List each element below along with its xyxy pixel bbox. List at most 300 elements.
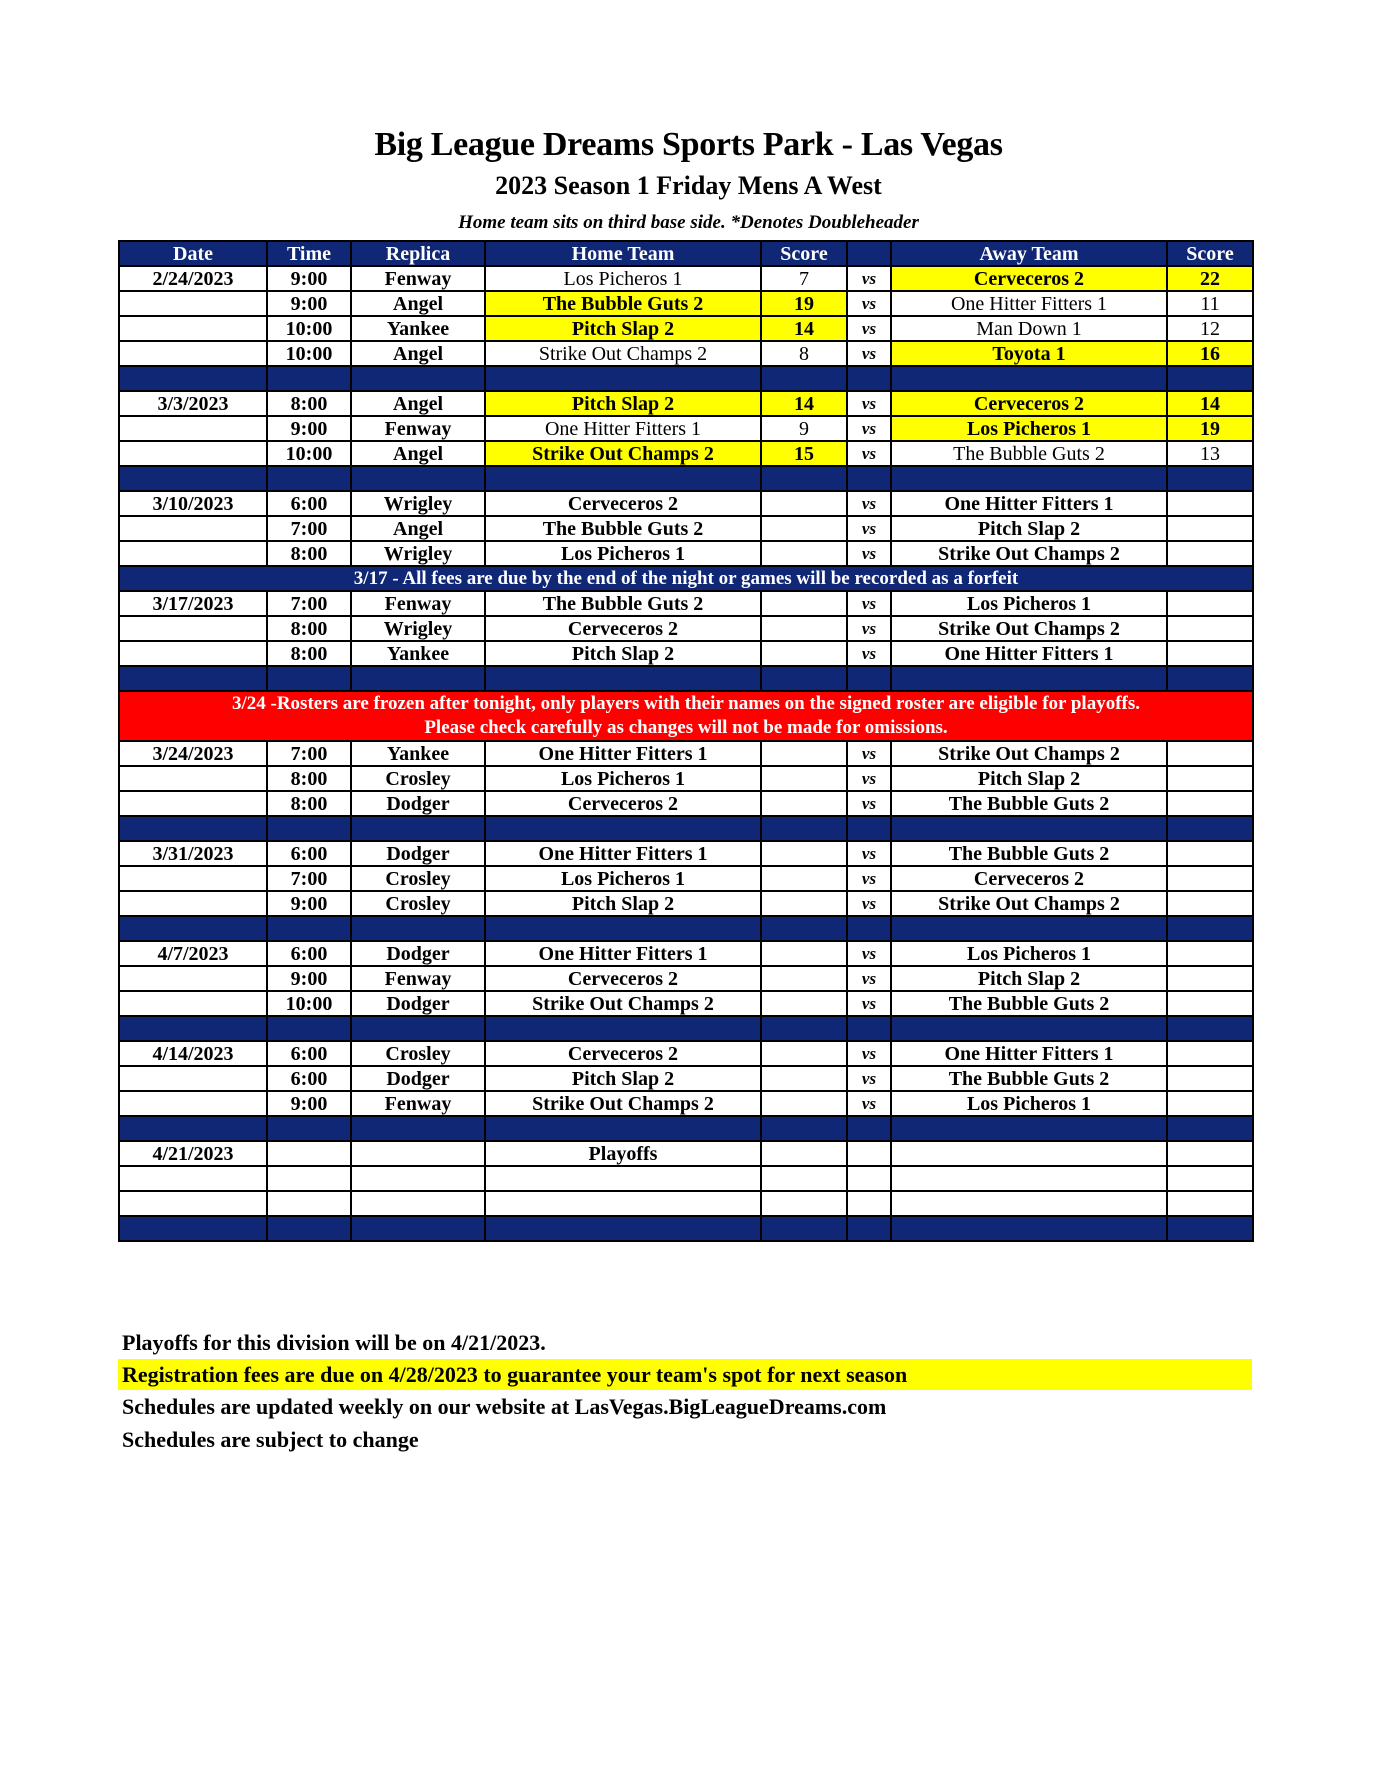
separator-cell	[761, 466, 847, 491]
separator-cell	[847, 666, 891, 691]
away-score	[1167, 1166, 1253, 1191]
home-score	[761, 1141, 847, 1166]
home-score	[761, 1091, 847, 1116]
separator-cell	[891, 1116, 1167, 1141]
game-time: 8:00	[267, 641, 351, 666]
replica-field: Yankee	[351, 316, 485, 341]
home-team: Los Picheros 1	[485, 766, 761, 791]
game-row	[119, 591, 1253, 616]
game-date	[119, 541, 267, 566]
separator-cell	[761, 916, 847, 941]
game-time: 10:00	[267, 316, 351, 341]
home-score	[761, 891, 847, 916]
game-date	[119, 991, 267, 1016]
home-team: The Bubble Guts 2	[485, 291, 761, 316]
versus-label: vs	[847, 541, 891, 566]
home-score	[761, 1041, 847, 1066]
game-row	[119, 441, 1253, 466]
replica-field: Angel	[351, 441, 485, 466]
schedule-change-note: Schedules are subject to change	[122, 1427, 419, 1452]
away-team: Toyota 1	[891, 341, 1167, 366]
home-team: Strike Out Champs 2	[485, 341, 761, 366]
replica-field: Crosley	[351, 1041, 485, 1066]
away-team: Cerveceros 2	[891, 391, 1167, 416]
game-time: 9:00	[267, 291, 351, 316]
game-time	[267, 1166, 351, 1191]
game-time: 6:00	[267, 491, 351, 516]
home-team: Strike Out Champs 2	[485, 1091, 761, 1116]
separator-cell	[891, 466, 1167, 491]
roster-alert-line2: Please check carefully as changes will not be made for omissions.	[424, 717, 948, 738]
alert-row	[119, 691, 1253, 741]
game-row	[119, 416, 1253, 441]
game-time	[267, 1191, 351, 1216]
separator-cell	[761, 1016, 847, 1041]
game-row	[119, 341, 1253, 366]
separator-cell	[847, 366, 891, 391]
game-row	[119, 741, 1253, 766]
away-team: The Bubble Guts 2	[891, 791, 1167, 816]
game-time: 6:00	[267, 1066, 351, 1091]
page-subtitle: 2023 Season 1 Friday Mens A West	[495, 171, 882, 200]
separator-cell	[485, 816, 761, 841]
roster-alert	[119, 691, 1253, 741]
playoffs-date-note: Playoffs for this division will be on 4/21/2023.	[122, 1330, 546, 1355]
column-header-away-team: Away Team	[891, 241, 1167, 266]
separator-cell	[847, 1116, 891, 1141]
separator-cell	[119, 1116, 267, 1141]
away-score	[1167, 1041, 1253, 1066]
away-team: Pitch Slap 2	[891, 966, 1167, 991]
game-date: 3/24/2023	[119, 741, 267, 766]
home-team: Pitch Slap 2	[485, 1066, 761, 1091]
separator-cell	[485, 1116, 761, 1141]
game-time: 6:00	[267, 941, 351, 966]
away-team: One Hitter Fitters 1	[891, 291, 1167, 316]
versus-label: vs	[847, 441, 891, 466]
away-score	[1167, 891, 1253, 916]
versus-label: vs	[847, 991, 891, 1016]
column-header-vs	[847, 241, 891, 266]
separator-cell	[847, 1016, 891, 1041]
registration-fee-note: Registration fees are due on 4/28/2023 to guarantee your team's spot for next season	[118, 1359, 1252, 1390]
away-score: 14	[1167, 391, 1253, 416]
replica-field	[351, 1191, 485, 1216]
home-score	[761, 766, 847, 791]
game-row	[119, 891, 1253, 916]
game-time: 9:00	[267, 416, 351, 441]
home-team: Pitch Slap 2	[485, 391, 761, 416]
home-score: 19	[761, 291, 847, 316]
game-date	[119, 641, 267, 666]
away-team: Strike Out Champs 2	[891, 616, 1167, 641]
versus-label: vs	[847, 966, 891, 991]
replica-field: Fenway	[351, 966, 485, 991]
away-score: 19	[1167, 416, 1253, 441]
separator-cell	[119, 666, 267, 691]
away-score	[1167, 866, 1253, 891]
game-date	[119, 441, 267, 466]
away-team: Pitch Slap 2	[891, 766, 1167, 791]
versus-label: vs	[847, 1066, 891, 1091]
separator-cell	[351, 666, 485, 691]
replica-field	[351, 1141, 485, 1166]
separator-cell	[351, 366, 485, 391]
home-score	[761, 841, 847, 866]
column-header-away-score: Score	[1167, 241, 1253, 266]
away-team	[891, 1166, 1167, 1191]
versus-label: vs	[847, 291, 891, 316]
versus-label: vs	[847, 416, 891, 441]
game-time: 7:00	[267, 516, 351, 541]
separator-cell	[119, 366, 267, 391]
away-team: The Bubble Guts 2	[891, 991, 1167, 1016]
home-team: One Hitter Fitters 1	[485, 941, 761, 966]
replica-field: Dodger	[351, 1066, 485, 1091]
separator-row	[119, 366, 1253, 391]
separator-cell	[267, 916, 351, 941]
replica-field: Wrigley	[351, 616, 485, 641]
home-team: Cerveceros 2	[485, 1041, 761, 1066]
versus-label	[847, 1141, 891, 1166]
home-team: Strike Out Champs 2	[485, 991, 761, 1016]
game-date	[119, 1091, 267, 1116]
home-score	[761, 491, 847, 516]
separator-cell	[267, 1116, 351, 1141]
column-header-date: Date	[119, 241, 267, 266]
game-time: 9:00	[267, 966, 351, 991]
game-row	[119, 616, 1253, 641]
game-time: 10:00	[267, 441, 351, 466]
separator-cell	[351, 816, 485, 841]
game-time: 8:00	[267, 391, 351, 416]
separator-cell	[847, 816, 891, 841]
separator-cell	[761, 1116, 847, 1141]
separator-cell	[761, 666, 847, 691]
away-score	[1167, 991, 1253, 1016]
away-team	[891, 1191, 1167, 1216]
game-row	[119, 766, 1253, 791]
game-row	[119, 866, 1253, 891]
home-team: Cerveceros 2	[485, 491, 761, 516]
replica-field: Fenway	[351, 591, 485, 616]
home-team: The Bubble Guts 2	[485, 516, 761, 541]
home-team: Pitch Slap 2	[485, 641, 761, 666]
separator-row	[119, 1016, 1253, 1041]
away-score	[1167, 966, 1253, 991]
game-row	[119, 1066, 1253, 1091]
home-score: 15	[761, 441, 847, 466]
separator-row	[119, 466, 1253, 491]
away-score: 13	[1167, 441, 1253, 466]
home-score	[761, 641, 847, 666]
schedule-table	[118, 240, 1254, 1242]
table-header-row	[119, 241, 1253, 266]
separator-cell	[1167, 666, 1253, 691]
separator-cell	[1167, 1016, 1253, 1041]
separator-cell	[119, 1016, 267, 1041]
replica-field: Dodger	[351, 841, 485, 866]
home-score	[761, 741, 847, 766]
away-team: Los Picheros 1	[891, 941, 1167, 966]
game-time: 9:00	[267, 1091, 351, 1116]
separator-cell	[119, 816, 267, 841]
game-row	[119, 316, 1253, 341]
game-date	[119, 866, 267, 891]
separator-cell	[891, 666, 1167, 691]
away-score	[1167, 1141, 1253, 1166]
versus-label: vs	[847, 641, 891, 666]
column-header-home-team: Home Team	[485, 241, 761, 266]
away-score	[1167, 541, 1253, 566]
home-team: Los Picheros 1	[485, 541, 761, 566]
away-score	[1167, 616, 1253, 641]
separator-cell	[485, 1016, 761, 1041]
game-date: 4/14/2023	[119, 1041, 267, 1066]
away-team: Strike Out Champs 2	[891, 891, 1167, 916]
column-header-home-score: Score	[761, 241, 847, 266]
separator-cell	[351, 466, 485, 491]
game-time: 8:00	[267, 541, 351, 566]
versus-label: vs	[847, 491, 891, 516]
away-score	[1167, 841, 1253, 866]
separator-cell	[267, 366, 351, 391]
game-time: 9:00	[267, 266, 351, 291]
game-date	[119, 791, 267, 816]
game-row	[119, 1166, 1253, 1191]
away-team: Strike Out Champs 2	[891, 741, 1167, 766]
away-score	[1167, 941, 1253, 966]
separator-cell	[119, 916, 267, 941]
replica-field: Yankee	[351, 641, 485, 666]
replica-field: Wrigley	[351, 491, 485, 516]
home-team: Los Picheros 1	[485, 866, 761, 891]
home-team: The Bubble Guts 2	[485, 591, 761, 616]
versus-label: vs	[847, 841, 891, 866]
home-team: Playoffs	[485, 1141, 761, 1166]
game-date	[119, 616, 267, 641]
game-time: 8:00	[267, 791, 351, 816]
separator-cell	[351, 916, 485, 941]
versus-label	[847, 1166, 891, 1191]
separator-cell	[119, 1216, 267, 1241]
game-time: 6:00	[267, 841, 351, 866]
website-note: Schedules are updated weekly on our website at LasVegas.BigLeagueDreams.com	[122, 1394, 887, 1419]
replica-field: Crosley	[351, 866, 485, 891]
separator-cell	[1167, 366, 1253, 391]
game-date	[119, 291, 267, 316]
game-row	[119, 391, 1253, 416]
home-score	[761, 991, 847, 1016]
home-team: One Hitter Fitters 1	[485, 841, 761, 866]
away-team: Strike Out Champs 2	[891, 541, 1167, 566]
replica-field: Fenway	[351, 1091, 485, 1116]
game-date: 3/3/2023	[119, 391, 267, 416]
replica-field: Angel	[351, 291, 485, 316]
game-row	[119, 1191, 1253, 1216]
game-date	[119, 1191, 267, 1216]
away-team: Cerveceros 2	[891, 266, 1167, 291]
versus-label: vs	[847, 791, 891, 816]
versus-label: vs	[847, 391, 891, 416]
away-score	[1167, 766, 1253, 791]
game-row	[119, 266, 1253, 291]
replica-field	[351, 1166, 485, 1191]
separator-cell	[761, 366, 847, 391]
versus-label: vs	[847, 516, 891, 541]
versus-label: vs	[847, 766, 891, 791]
fee-notice: 3/17 - All fees are due by the end of the night or games will be recorded as a forfeit	[119, 566, 1253, 591]
separator-cell	[485, 666, 761, 691]
separator-cell	[847, 916, 891, 941]
replica-field: Angel	[351, 341, 485, 366]
away-team: One Hitter Fitters 1	[891, 491, 1167, 516]
away-score	[1167, 1091, 1253, 1116]
home-score	[761, 866, 847, 891]
away-team: The Bubble Guts 2	[891, 841, 1167, 866]
separator-cell	[351, 1216, 485, 1241]
separator-cell	[351, 1016, 485, 1041]
game-time: 7:00	[267, 866, 351, 891]
replica-field: Fenway	[351, 416, 485, 441]
home-score	[761, 941, 847, 966]
game-row	[119, 541, 1253, 566]
game-date: 3/31/2023	[119, 841, 267, 866]
away-team: The Bubble Guts 2	[891, 441, 1167, 466]
separator-cell	[891, 1016, 1167, 1041]
separator-cell	[485, 466, 761, 491]
home-score	[761, 1066, 847, 1091]
separator-cell	[1167, 816, 1253, 841]
away-score	[1167, 791, 1253, 816]
game-date: 4/7/2023	[119, 941, 267, 966]
versus-label: vs	[847, 741, 891, 766]
separator-cell	[1167, 916, 1253, 941]
away-team: Los Picheros 1	[891, 416, 1167, 441]
game-date	[119, 1066, 267, 1091]
replica-field: Yankee	[351, 741, 485, 766]
versus-label: vs	[847, 1041, 891, 1066]
home-score	[761, 616, 847, 641]
game-row	[119, 941, 1253, 966]
game-date	[119, 416, 267, 441]
away-score	[1167, 516, 1253, 541]
replica-field: Dodger	[351, 991, 485, 1016]
page-title: Big League Dreams Sports Park - Las Vegas	[374, 126, 1003, 163]
home-score	[761, 791, 847, 816]
versus-label: vs	[847, 616, 891, 641]
game-time	[267, 1141, 351, 1166]
game-time: 7:00	[267, 741, 351, 766]
home-score	[761, 541, 847, 566]
separator-row	[119, 666, 1253, 691]
separator-cell	[485, 916, 761, 941]
versus-label: vs	[847, 1091, 891, 1116]
game-date: 3/10/2023	[119, 491, 267, 516]
separator-cell	[891, 916, 1167, 941]
game-row	[119, 641, 1253, 666]
replica-field: Dodger	[351, 941, 485, 966]
game-date	[119, 516, 267, 541]
separator-cell	[119, 466, 267, 491]
game-row	[119, 291, 1253, 316]
home-team	[485, 1166, 761, 1191]
home-team-note: Home team sits on third base side. *Denotes Doubleheader	[458, 212, 919, 233]
separator-cell	[267, 1016, 351, 1041]
away-score	[1167, 641, 1253, 666]
game-date	[119, 966, 267, 991]
game-row	[119, 1091, 1253, 1116]
separator-row	[119, 1216, 1253, 1241]
game-row	[119, 516, 1253, 541]
replica-field: Angel	[351, 516, 485, 541]
away-team: Man Down 1	[891, 316, 1167, 341]
versus-label: vs	[847, 266, 891, 291]
versus-label: vs	[847, 341, 891, 366]
separator-cell	[485, 366, 761, 391]
home-score	[761, 516, 847, 541]
away-score: 22	[1167, 266, 1253, 291]
separator-row	[119, 816, 1253, 841]
separator-cell	[267, 816, 351, 841]
game-date	[119, 316, 267, 341]
game-row	[119, 1041, 1253, 1066]
away-team	[891, 1141, 1167, 1166]
game-time: 7:00	[267, 591, 351, 616]
replica-field: Dodger	[351, 791, 485, 816]
schedule-body	[119, 266, 1253, 1241]
game-time: 8:00	[267, 616, 351, 641]
game-row	[119, 491, 1253, 516]
home-score: 7	[761, 266, 847, 291]
home-score: 14	[761, 391, 847, 416]
home-team: Cerveceros 2	[485, 966, 761, 991]
home-team: Cerveceros 2	[485, 791, 761, 816]
replica-field: Angel	[351, 391, 485, 416]
game-date	[119, 766, 267, 791]
replica-field: Fenway	[351, 266, 485, 291]
separator-cell	[891, 366, 1167, 391]
separator-row	[119, 1116, 1253, 1141]
away-team: Los Picheros 1	[891, 591, 1167, 616]
game-date	[119, 341, 267, 366]
separator-row	[119, 916, 1253, 941]
home-score	[761, 1191, 847, 1216]
replica-field: Crosley	[351, 766, 485, 791]
home-score	[761, 966, 847, 991]
game-time: 6:00	[267, 1041, 351, 1066]
versus-label	[847, 1191, 891, 1216]
away-score	[1167, 1191, 1253, 1216]
separator-cell	[267, 1216, 351, 1241]
game-time: 10:00	[267, 341, 351, 366]
versus-label: vs	[847, 866, 891, 891]
column-header-replica: Replica	[351, 241, 485, 266]
home-team: Pitch Slap 2	[485, 316, 761, 341]
separator-cell	[847, 466, 891, 491]
separator-cell	[761, 816, 847, 841]
separator-cell	[351, 1116, 485, 1141]
game-date: 3/17/2023	[119, 591, 267, 616]
separator-cell	[267, 466, 351, 491]
separator-cell	[1167, 466, 1253, 491]
separator-cell	[485, 1216, 761, 1241]
separator-cell	[267, 666, 351, 691]
column-header-time: Time	[267, 241, 351, 266]
away-team: Los Picheros 1	[891, 1091, 1167, 1116]
game-time: 9:00	[267, 891, 351, 916]
away-score	[1167, 591, 1253, 616]
